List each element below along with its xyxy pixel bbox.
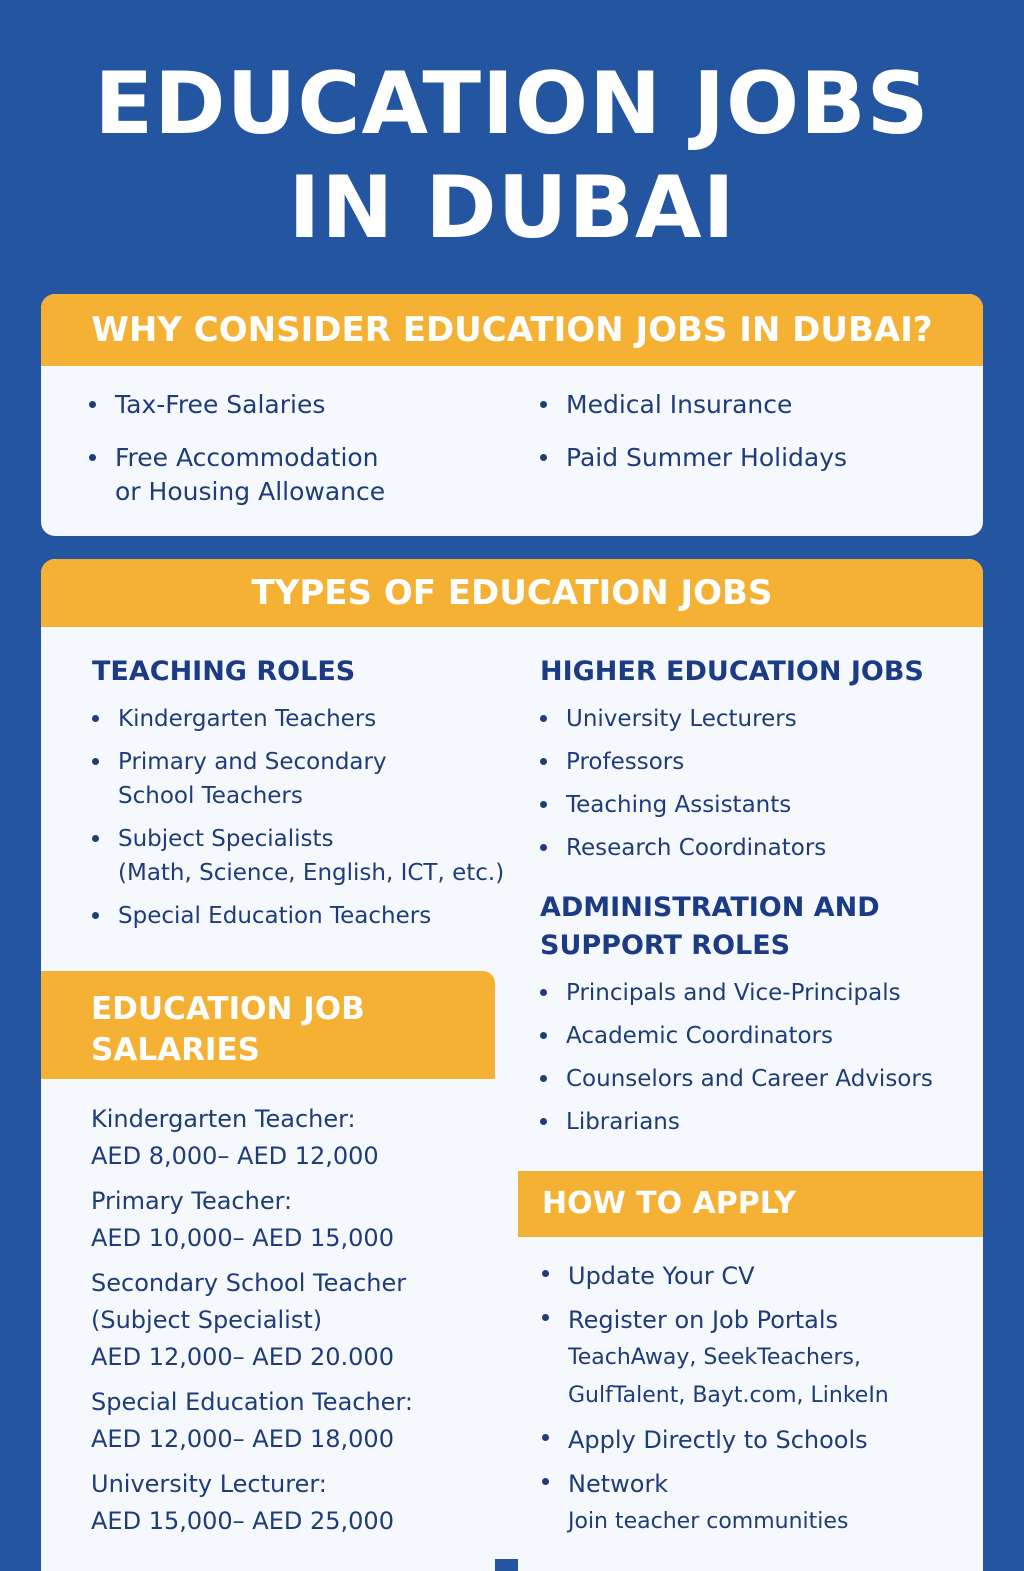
role-text: Primary and Secondary <box>118 749 387 775</box>
teaching-roles-list <box>92 702 512 942</box>
benefit-text: Medical Insurance <box>566 390 793 419</box>
list-item: Counselors and Career Advisors <box>540 1062 970 1096</box>
salary-role: Secondary School Teacher <box>91 1269 407 1297</box>
teaching-roles-heading: TEACHING ROLES <box>92 656 356 687</box>
list-item: University Lecturers <box>540 702 960 736</box>
salaries-list <box>91 1101 481 1548</box>
why-heading: WHY CONSIDER EDUCATION JOBS IN DUBAI? <box>41 294 983 366</box>
higher-education-heading: HIGHER EDUCATION JOBS <box>540 656 924 687</box>
list-item: Teaching Assistants <box>540 788 960 822</box>
salaries-card <box>41 971 495 1571</box>
salary-range: AED 10,000– AED 15,000 <box>91 1224 394 1252</box>
salary-role: Kindergarten Teacher: <box>91 1105 356 1133</box>
why-list-right <box>540 388 960 494</box>
list-item <box>92 899 512 933</box>
admin-heading-line2: SUPPORT ROLES <box>540 930 791 961</box>
list-item <box>92 702 512 736</box>
list-item: Principals and Vice-Principals <box>540 976 970 1010</box>
salaries-heading <box>41 971 495 1079</box>
list-item: Librarians <box>540 1105 970 1139</box>
page-title-line1: EDUCATION JOBS <box>94 54 930 154</box>
list-item <box>542 1301 972 1415</box>
list-item <box>540 441 960 475</box>
apply-step-detail: TeachAway, SeekTeachers, <box>568 1345 861 1370</box>
list-item <box>89 388 489 422</box>
page-title <box>0 52 1024 260</box>
list-item <box>92 822 512 890</box>
apply-card <box>518 1171 983 1571</box>
list-item <box>92 745 512 813</box>
salary-item <box>91 1101 481 1175</box>
salary-item <box>91 1466 481 1540</box>
salary-item <box>91 1384 481 1458</box>
benefit-text-cont: or Housing Allowance <box>115 477 386 506</box>
benefit-text: Paid Summer Holidays <box>566 443 848 472</box>
list-item: Professors <box>540 745 960 779</box>
higher-education-list <box>540 702 960 874</box>
salaries-heading-line2: SALARIES <box>91 1032 260 1068</box>
list-item <box>542 1421 972 1459</box>
salary-role: Primary Teacher: <box>91 1187 293 1215</box>
salary-range: AED 12,000– AED 18,000 <box>91 1425 394 1453</box>
admin-support-list <box>540 976 970 1148</box>
salary-range: AED 8,000– AED 12,000 <box>91 1142 379 1170</box>
benefit-text: Free Accommodation <box>115 443 379 472</box>
salary-range: AED 12,000– AED 20.000 <box>91 1343 394 1371</box>
list-item <box>540 388 960 422</box>
list-item <box>542 1257 972 1295</box>
admin-support-heading <box>540 889 880 965</box>
role-text: Subject Specialists <box>118 826 334 852</box>
admin-heading-line1: ADMINISTRATION AND <box>540 892 880 923</box>
salary-range: AED 15,000– AED 25,000 <box>91 1507 394 1535</box>
salary-role: Special Education Teacher: <box>91 1388 413 1416</box>
page-title-line2: IN DUBAI <box>288 158 736 258</box>
why-list-left <box>89 388 489 528</box>
salary-item <box>91 1183 481 1257</box>
apply-heading: HOW TO APPLY <box>518 1171 983 1237</box>
salary-role-cont: (Subject Specialist) <box>91 1306 323 1334</box>
role-text: Special Education Teachers <box>118 903 432 929</box>
list-item <box>89 441 489 509</box>
list-item: Research Coordinators <box>540 831 960 865</box>
types-heading: TYPES OF EDUCATION JOBS <box>41 559 983 627</box>
salary-item <box>91 1265 481 1376</box>
apply-step: Apply Directly to Schools <box>568 1426 868 1454</box>
apply-step-detail: Join teacher communities <box>568 1509 849 1534</box>
apply-step: Update Your CV <box>568 1262 755 1290</box>
apply-step-detail: GulfTalent, Bayt.com, LinkeIn <box>568 1383 889 1408</box>
apply-list <box>542 1257 972 1547</box>
apply-step: Register on Job Portals <box>568 1306 839 1334</box>
list-item <box>542 1465 972 1541</box>
role-text-cont: (Math, Science, English, ICT, etc.) <box>118 860 505 886</box>
salary-role: University Lecturer: <box>91 1470 327 1498</box>
role-text: Kindergarten Teachers <box>118 706 377 732</box>
salaries-heading-line1: EDUCATION JOB <box>91 991 365 1027</box>
apply-step: Network <box>568 1470 669 1498</box>
why-card <box>41 294 983 536</box>
role-text-cont: School Teachers <box>118 783 303 809</box>
benefit-text: Tax-Free Salaries <box>115 390 326 419</box>
list-item: Academic Coordinators <box>540 1019 970 1053</box>
